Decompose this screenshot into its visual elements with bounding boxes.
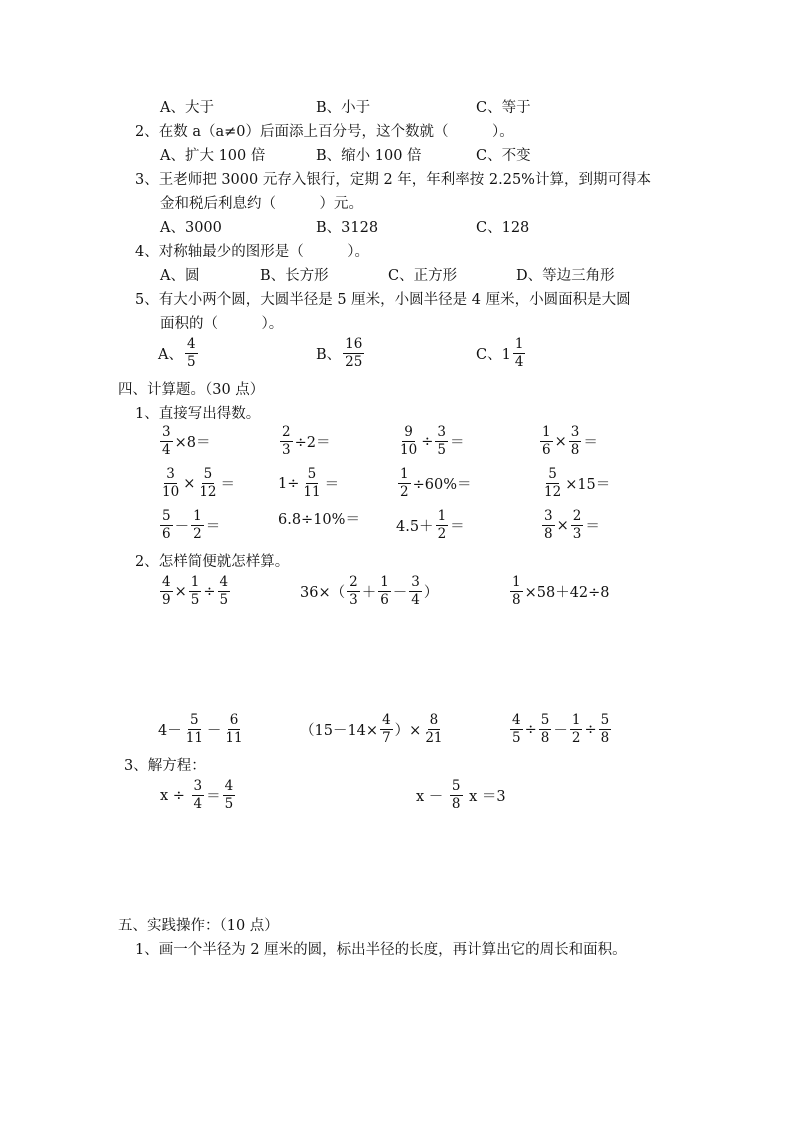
fraction-numerator: 3 — [411, 574, 420, 590]
fraction-numerator: 5 — [190, 712, 199, 728]
math-text: ×8＝ — [174, 435, 211, 451]
fraction-numerator: 1 — [437, 508, 447, 524]
fraction-denominator: 11 — [185, 730, 203, 746]
math-text: ＝ — [206, 789, 221, 805]
section-5-title: 五、实践操作：（10 点） — [118, 918, 279, 934]
fraction: $\frac{4}{5}$ — [186, 336, 196, 370]
simplify-item — [508, 574, 610, 609]
fraction-denominator: 2 — [437, 526, 447, 542]
fraction — [570, 712, 583, 747]
fraction-denominator: 5 — [512, 730, 521, 746]
math-text: － — [174, 519, 190, 535]
q4-option-a: A、圆 — [160, 268, 200, 284]
math-text: ÷ — [524, 721, 537, 738]
fraction-denominator: 4 — [162, 442, 171, 458]
fraction — [542, 466, 563, 501]
math-text: ＝ — [583, 435, 598, 451]
section-4-title: 四、计算题。（30 点） — [118, 382, 265, 398]
math-text: × — [554, 433, 567, 450]
math-text: x ÷ — [160, 787, 190, 804]
fraction — [301, 466, 322, 501]
q2-option-c: C、不变 — [476, 148, 531, 164]
fraction — [540, 424, 553, 459]
fraction-denominator: 12 — [544, 484, 562, 500]
fraction-numerator: 2 — [349, 574, 358, 590]
direct-calc-item — [396, 466, 471, 501]
section-4-sub-1: 1、直接写出得数。 — [135, 406, 261, 422]
fraction — [539, 712, 552, 747]
q3-stem-line1: 3、王老师把 3000 元存入银行，定期 2 年，年利率按 2.25%计算，到期可得本 — [135, 172, 651, 188]
math-text: ×15＝ — [565, 477, 611, 493]
fraction — [191, 508, 204, 543]
fraction — [542, 508, 555, 543]
fraction-numerator: 5 — [548, 466, 557, 482]
q5-option-a-label: A、 — [158, 347, 183, 363]
fraction-numerator: 4 — [512, 712, 521, 728]
math-text: ÷ — [584, 721, 597, 738]
fraction-numerator: 1 — [512, 574, 521, 590]
math-text: ）× — [394, 723, 422, 739]
fraction-denominator: 10 — [400, 442, 418, 458]
direct-calc-item — [540, 466, 610, 501]
math-text: x － — [416, 789, 448, 805]
fraction-numerator: 2 — [282, 424, 291, 440]
direct-calc-item — [158, 466, 235, 501]
fraction — [160, 466, 181, 501]
math-text: ÷ — [421, 433, 434, 450]
fraction — [569, 424, 582, 459]
q4-stem: 4、对称轴最少的图形是（ ）。 — [135, 244, 369, 260]
math-text: ＝ — [450, 519, 465, 535]
fraction-numerator: 9 — [404, 424, 413, 440]
fraction-denominator: 6 — [162, 526, 171, 542]
math-text: x ＝3 — [464, 789, 506, 805]
math-text: 6.8÷10%＝ — [278, 512, 360, 528]
math-text: × — [183, 475, 196, 492]
q5-option-b — [316, 336, 366, 371]
fraction-numerator: 4 — [224, 778, 234, 794]
simplify-item — [300, 712, 447, 747]
fraction-numerator: 1 — [542, 424, 551, 440]
equation-item — [416, 778, 506, 813]
q1-option-c: C、等于 — [476, 100, 531, 116]
direct-calc-item — [540, 508, 600, 543]
fraction-denominator: 9 — [162, 592, 171, 608]
fraction — [435, 424, 448, 459]
fraction-denominator: 5 — [224, 796, 234, 812]
fraction — [280, 424, 293, 459]
direct-calc-item — [158, 508, 220, 543]
fraction — [347, 574, 360, 609]
math-text: ÷60%＝ — [412, 477, 472, 493]
fraction-numerator: 4 — [382, 712, 391, 728]
math-text: ＝ — [220, 477, 236, 493]
fraction-denominator: 3 — [349, 592, 358, 608]
q3-option-a: A、3000 — [160, 220, 222, 236]
fraction-numerator: 1 — [400, 466, 409, 482]
fraction — [423, 712, 444, 747]
fraction-denominator: 6 — [380, 592, 389, 608]
fraction-numerator: 1 — [380, 574, 389, 590]
fraction — [218, 574, 231, 609]
fraction-numerator: 1 — [571, 712, 581, 728]
q4-option-d: D、等边三角形 — [516, 268, 615, 284]
math-text: × — [556, 517, 569, 534]
fraction-numerator: 5 — [451, 778, 461, 794]
math-text: ＝ — [449, 435, 465, 451]
fraction — [398, 424, 419, 459]
fraction-numerator: 1 — [190, 574, 200, 590]
math-text: ） — [423, 585, 439, 601]
fraction — [160, 574, 173, 609]
fraction-denominator: 8 — [600, 730, 610, 746]
math-text: 1÷ — [278, 475, 300, 492]
fraction — [380, 712, 393, 747]
fraction — [184, 712, 205, 747]
q4-option-b: B、长方形 — [260, 268, 329, 284]
direct-calc-item — [158, 424, 210, 459]
math-text: ＋ — [361, 585, 377, 601]
fraction — [223, 778, 236, 813]
q5-stem-line1: 5、有大小两个圆，大圆半径是 5 厘米，小圆半径是 4 厘米，小圆面积是大圆 — [135, 292, 631, 308]
q5-option-b-label: B、 — [316, 347, 342, 363]
fraction-denominator: 7 — [382, 730, 391, 746]
q2-option-a: A、扩大 100 倍 — [160, 148, 266, 164]
q3-stem-line2: 金和税后利息约（ ）元。 — [160, 196, 363, 212]
fraction — [409, 574, 422, 609]
fraction-denominator: 4 — [411, 592, 420, 608]
direct-calc-item — [278, 424, 330, 459]
math-text: ÷ — [203, 583, 216, 600]
fraction-numerator: 8 — [429, 712, 439, 728]
fraction-numerator: 3 — [544, 508, 553, 524]
fraction-numerator: 3 — [193, 778, 203, 794]
simplify-item — [508, 712, 613, 747]
q1-option-b: B、小于 — [316, 100, 371, 116]
fraction-denominator: 8 — [540, 730, 550, 746]
fraction — [378, 574, 391, 609]
fraction-denominator: 3 — [572, 526, 582, 542]
q2-option-b: B、缩小 100 倍 — [316, 148, 422, 164]
fraction-denominator: 10 — [162, 484, 180, 500]
fraction-numerator: 5 — [540, 712, 550, 728]
math-text: ×58＋42÷8 — [524, 585, 610, 601]
math-text: ＝ — [324, 477, 340, 493]
fraction — [599, 712, 612, 747]
fraction-denominator: 8 — [544, 526, 553, 542]
q5-option-a — [158, 336, 200, 371]
section-4-sub-2: 2、怎样简便就怎样算。 — [135, 554, 290, 570]
fraction-numerator: 5 — [307, 466, 317, 482]
fraction — [223, 712, 244, 747]
simplify-item — [300, 574, 438, 609]
math-text: 36×（ — [300, 585, 346, 601]
fraction — [436, 508, 449, 543]
fraction — [160, 424, 173, 459]
fraction — [160, 508, 173, 543]
q1-option-a: A、大于 — [160, 100, 214, 116]
fraction — [510, 574, 523, 609]
math-text: ＝ — [585, 519, 600, 535]
fraction-numerator: 2 — [572, 508, 582, 524]
fraction-denominator: 5 — [437, 442, 446, 458]
q3-option-b: B、3128 — [316, 220, 379, 236]
math-text: － — [392, 585, 408, 601]
fraction-denominator: 6 — [542, 442, 551, 458]
section-4-sub-3: 3、解方程： — [124, 758, 206, 774]
fraction-numerator: 4 — [162, 574, 171, 590]
math-text: ÷2＝ — [294, 435, 331, 451]
math-text: × — [174, 583, 187, 600]
q5-option-c-label: C、1 — [476, 347, 511, 363]
fraction: $\frac{1}{4}$ — [514, 336, 524, 370]
math-text: － — [206, 723, 222, 739]
fraction-denominator: 11 — [225, 730, 243, 746]
fraction — [189, 574, 202, 609]
q3-option-c: C、128 — [476, 220, 530, 236]
fraction-denominator: 3 — [282, 442, 291, 458]
fraction-denominator: 8 — [570, 442, 580, 458]
section-5-question-1: 1、画一个半径为 2 厘米的圆，标出半径的长度，再计算出它的周长和面积。 — [135, 942, 627, 958]
fraction-denominator: 2 — [571, 730, 581, 746]
fraction-numerator: 5 — [162, 508, 171, 524]
fraction-denominator: 5 — [190, 592, 200, 608]
direct-calc-item — [396, 424, 464, 459]
math-text: ＝ — [205, 519, 221, 535]
fraction-denominator: 12 — [199, 484, 217, 500]
fraction-numerator: 5 — [203, 466, 213, 482]
q5-option-c — [476, 336, 527, 371]
q4-option-c: C、正方形 — [388, 268, 458, 284]
fraction-numerator: 3 — [570, 424, 580, 440]
fraction: $\frac{16}{25}$ — [345, 336, 363, 370]
math-text: － — [553, 723, 568, 739]
fraction — [197, 466, 218, 501]
q5-stem-line2: 面积的（ ）。 — [160, 316, 284, 332]
direct-calc-item — [396, 508, 465, 543]
fraction — [510, 712, 523, 747]
math-text: 4.5＋ — [396, 519, 434, 535]
direct-calc-item — [278, 508, 360, 529]
fraction-numerator: 3 — [162, 424, 171, 440]
simplify-item — [158, 712, 247, 747]
fraction-numerator: 1 — [193, 508, 202, 524]
fraction-numerator: 4 — [219, 574, 229, 590]
direct-calc-item — [278, 466, 339, 501]
fraction-denominator: 5 — [219, 592, 229, 608]
fraction-numerator: 5 — [600, 712, 610, 728]
fraction — [571, 508, 584, 543]
equation-item — [160, 778, 237, 813]
fraction-denominator: 2 — [193, 526, 202, 542]
simplify-item — [158, 574, 232, 609]
fraction-denominator: 11 — [303, 484, 321, 500]
fraction-numerator: 6 — [229, 712, 239, 728]
q2-stem: 2、在数 a（a≠0）后面添上百分号，这个数就（ ）。 — [135, 124, 514, 140]
fraction-denominator: 8 — [451, 796, 461, 812]
math-text: （15－14× — [300, 723, 379, 739]
direct-calc-item — [538, 424, 598, 459]
fraction-numerator: 3 — [166, 466, 175, 482]
fraction-denominator: 2 — [400, 484, 409, 500]
fraction-denominator: 4 — [193, 796, 203, 812]
fraction — [450, 778, 463, 813]
fraction-denominator: 21 — [425, 730, 443, 746]
fraction-numerator: 3 — [437, 424, 446, 440]
fraction — [192, 778, 205, 813]
math-text: 4－ — [158, 723, 182, 739]
fraction-denominator: 8 — [512, 592, 521, 608]
fraction — [398, 466, 411, 501]
